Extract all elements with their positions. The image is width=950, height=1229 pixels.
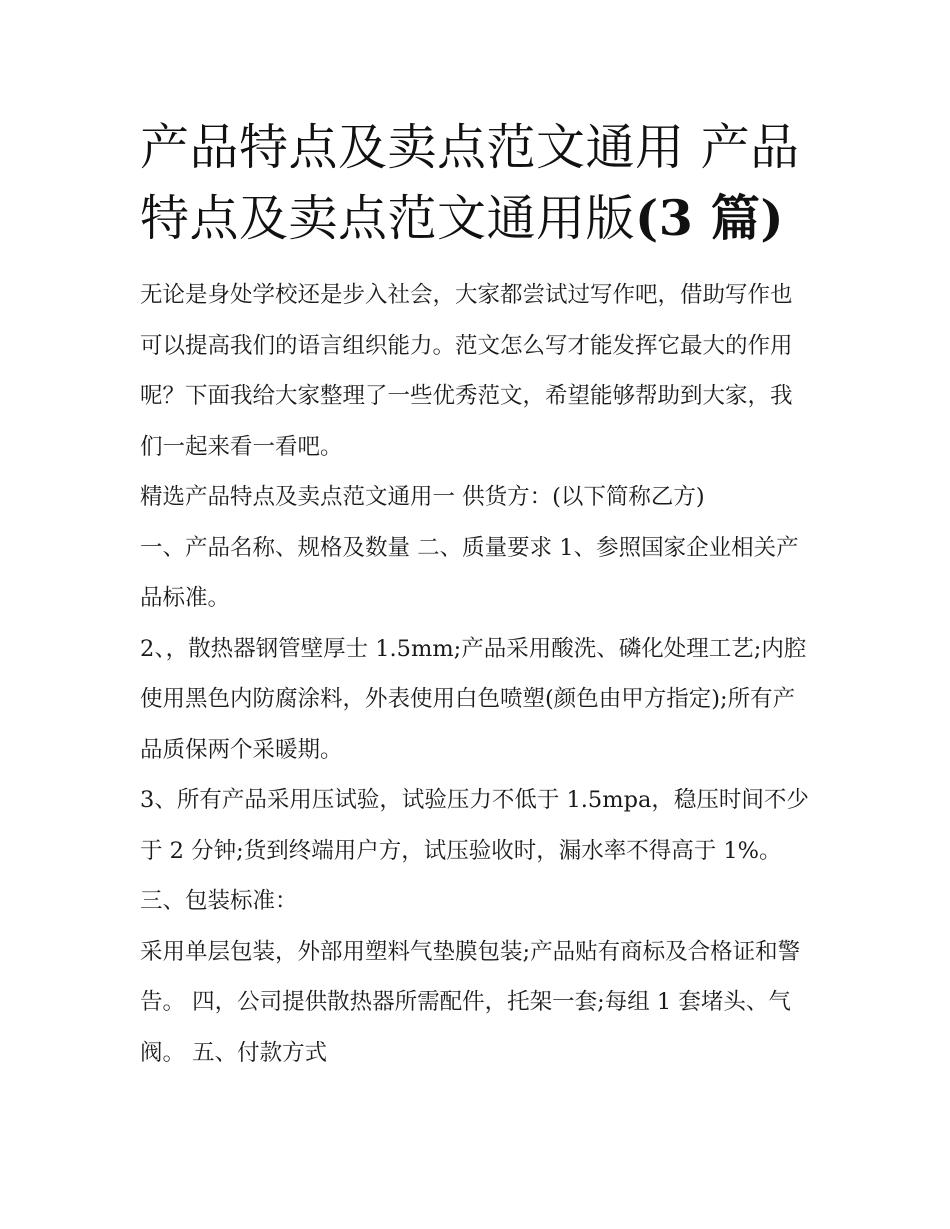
document-body: [140, 112, 812, 1078]
intro-paragraph: 无论是身处学校还是步入社会，大家都尝试过写作吧，借助写作也可以提高我们的语言组织能力。范文怎么写才能发挥它最大的作用呢？下面我给大家整理了一些优秀范文，希望能够帮助到大家，我们一起来看一看吧。: [140, 282, 793, 460]
title-spacer: [140, 254, 812, 270]
document-title: [140, 112, 812, 254]
paragraph-radiator-spec: 2、，散热器钢管壁厚士 1.5mm;产品采用酸洗、磷化处理工艺;内腔使用黑色内防腐涂料，外表使用白色喷塑(颜色由甲方指定);所有产品质保两个采暖期。: [140, 635, 807, 763]
title-suffix-text: (3 篇): [635, 189, 785, 247]
paragraph-packaging: 采用单层包装，外部用塑料气垫膜包装;产品贴有商标及合格证和警告。 四，公司提供散热器所需配件，托架一套;每组 1 套堵头、气阀。 五、付款方式: [140, 938, 801, 1066]
paragraph-supplier: 精选产品特点及卖点范文通用一 供货方：(以下简称乙方): [140, 484, 705, 510]
title-main-text: 产品特点及卖点范文通用 产品特点及卖点范文通用版: [140, 119, 800, 247]
paragraph-pressure-test: 3、所有产品采用压试验，试验压力不低于 1.5mpa，稳压时间不少于 2 分钟;货到终端用户方，试压验收时，漏水率不得高于 1%。 三、包装标准：: [140, 787, 809, 914]
paragraph-product-quality: 一、产品名称、规格及数量 二、质量要求 1、参照国家企业相关产品标准。: [140, 534, 799, 611]
